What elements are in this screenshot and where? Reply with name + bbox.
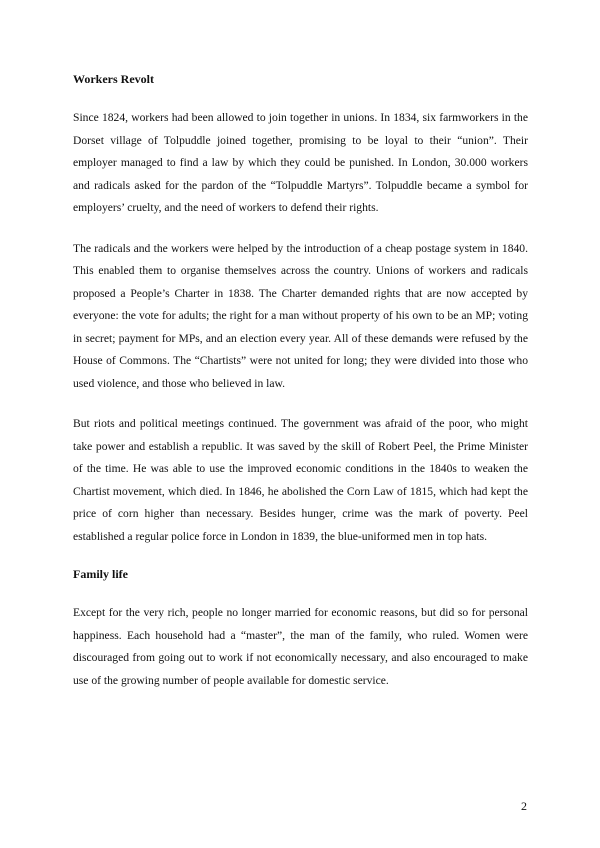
paragraph: But riots and political meetings continued. The government was afraid of the poor, who might take power and establish a republic. It was saved by the skill of Robert Peel, the Prime Minister of the time. He was able to use the improved economic conditions in the 1840s to weaken the Chartist movement, which died. In 1846, he abolished the Corn Law of 1815, which had kept the price of corn higher than necessary. Besides hunger, crime was the mark of poverty. Peel established a regular police force in London in 1839, the blue-uniformed men in top hats. xyxy=(73,417,528,543)
paragraph: The radicals and the workers were helped by the introduction of a cheap postage system in 1840. This enabled them to organise themselves across the country. Unions of workers and radicals proposed a People’s Charter in 1838. The Charter demanded rights that are now accepted by everyone: the vote for adults; the right for a man without property of his own to be an MP; voting in secret; payment for MPs, and an election every year. All of these demands were refused by the House of Commons. The “Chartists” were not united for long; they were divided into those who used violence, and those who believed in law. xyxy=(73,241,528,390)
section-heading-workers-revolt: Workers Revolt xyxy=(73,72,154,86)
page-content xyxy=(73,71,528,710)
page-number: 2 xyxy=(521,799,527,813)
paragraph: Except for the very rich, people no longer married for economic reasons, but did so for personal happiness. Each household had a “master”, the man of the family, who ruled. Women were discouraged from going out to work if not economically necessary, and also encouraged to make use of the growing number of people available for domestic service. xyxy=(73,606,528,687)
section-heading-family-life: Family life xyxy=(73,567,128,581)
paragraph: Since 1824, workers had been allowed to join together in unions. In 1834, six farmworkers in the Dorset village of Tolpuddle joined together, promising to be loyal to their “union”. Their employer managed to find a law by which they could be punished. In London, 30.000 workers and radicals asked for the pardon of the “Tolpuddle Martyrs”. Tolpuddle became a symbol for employers’ cruelty, and the need of workers to defend their rights. xyxy=(73,111,528,214)
